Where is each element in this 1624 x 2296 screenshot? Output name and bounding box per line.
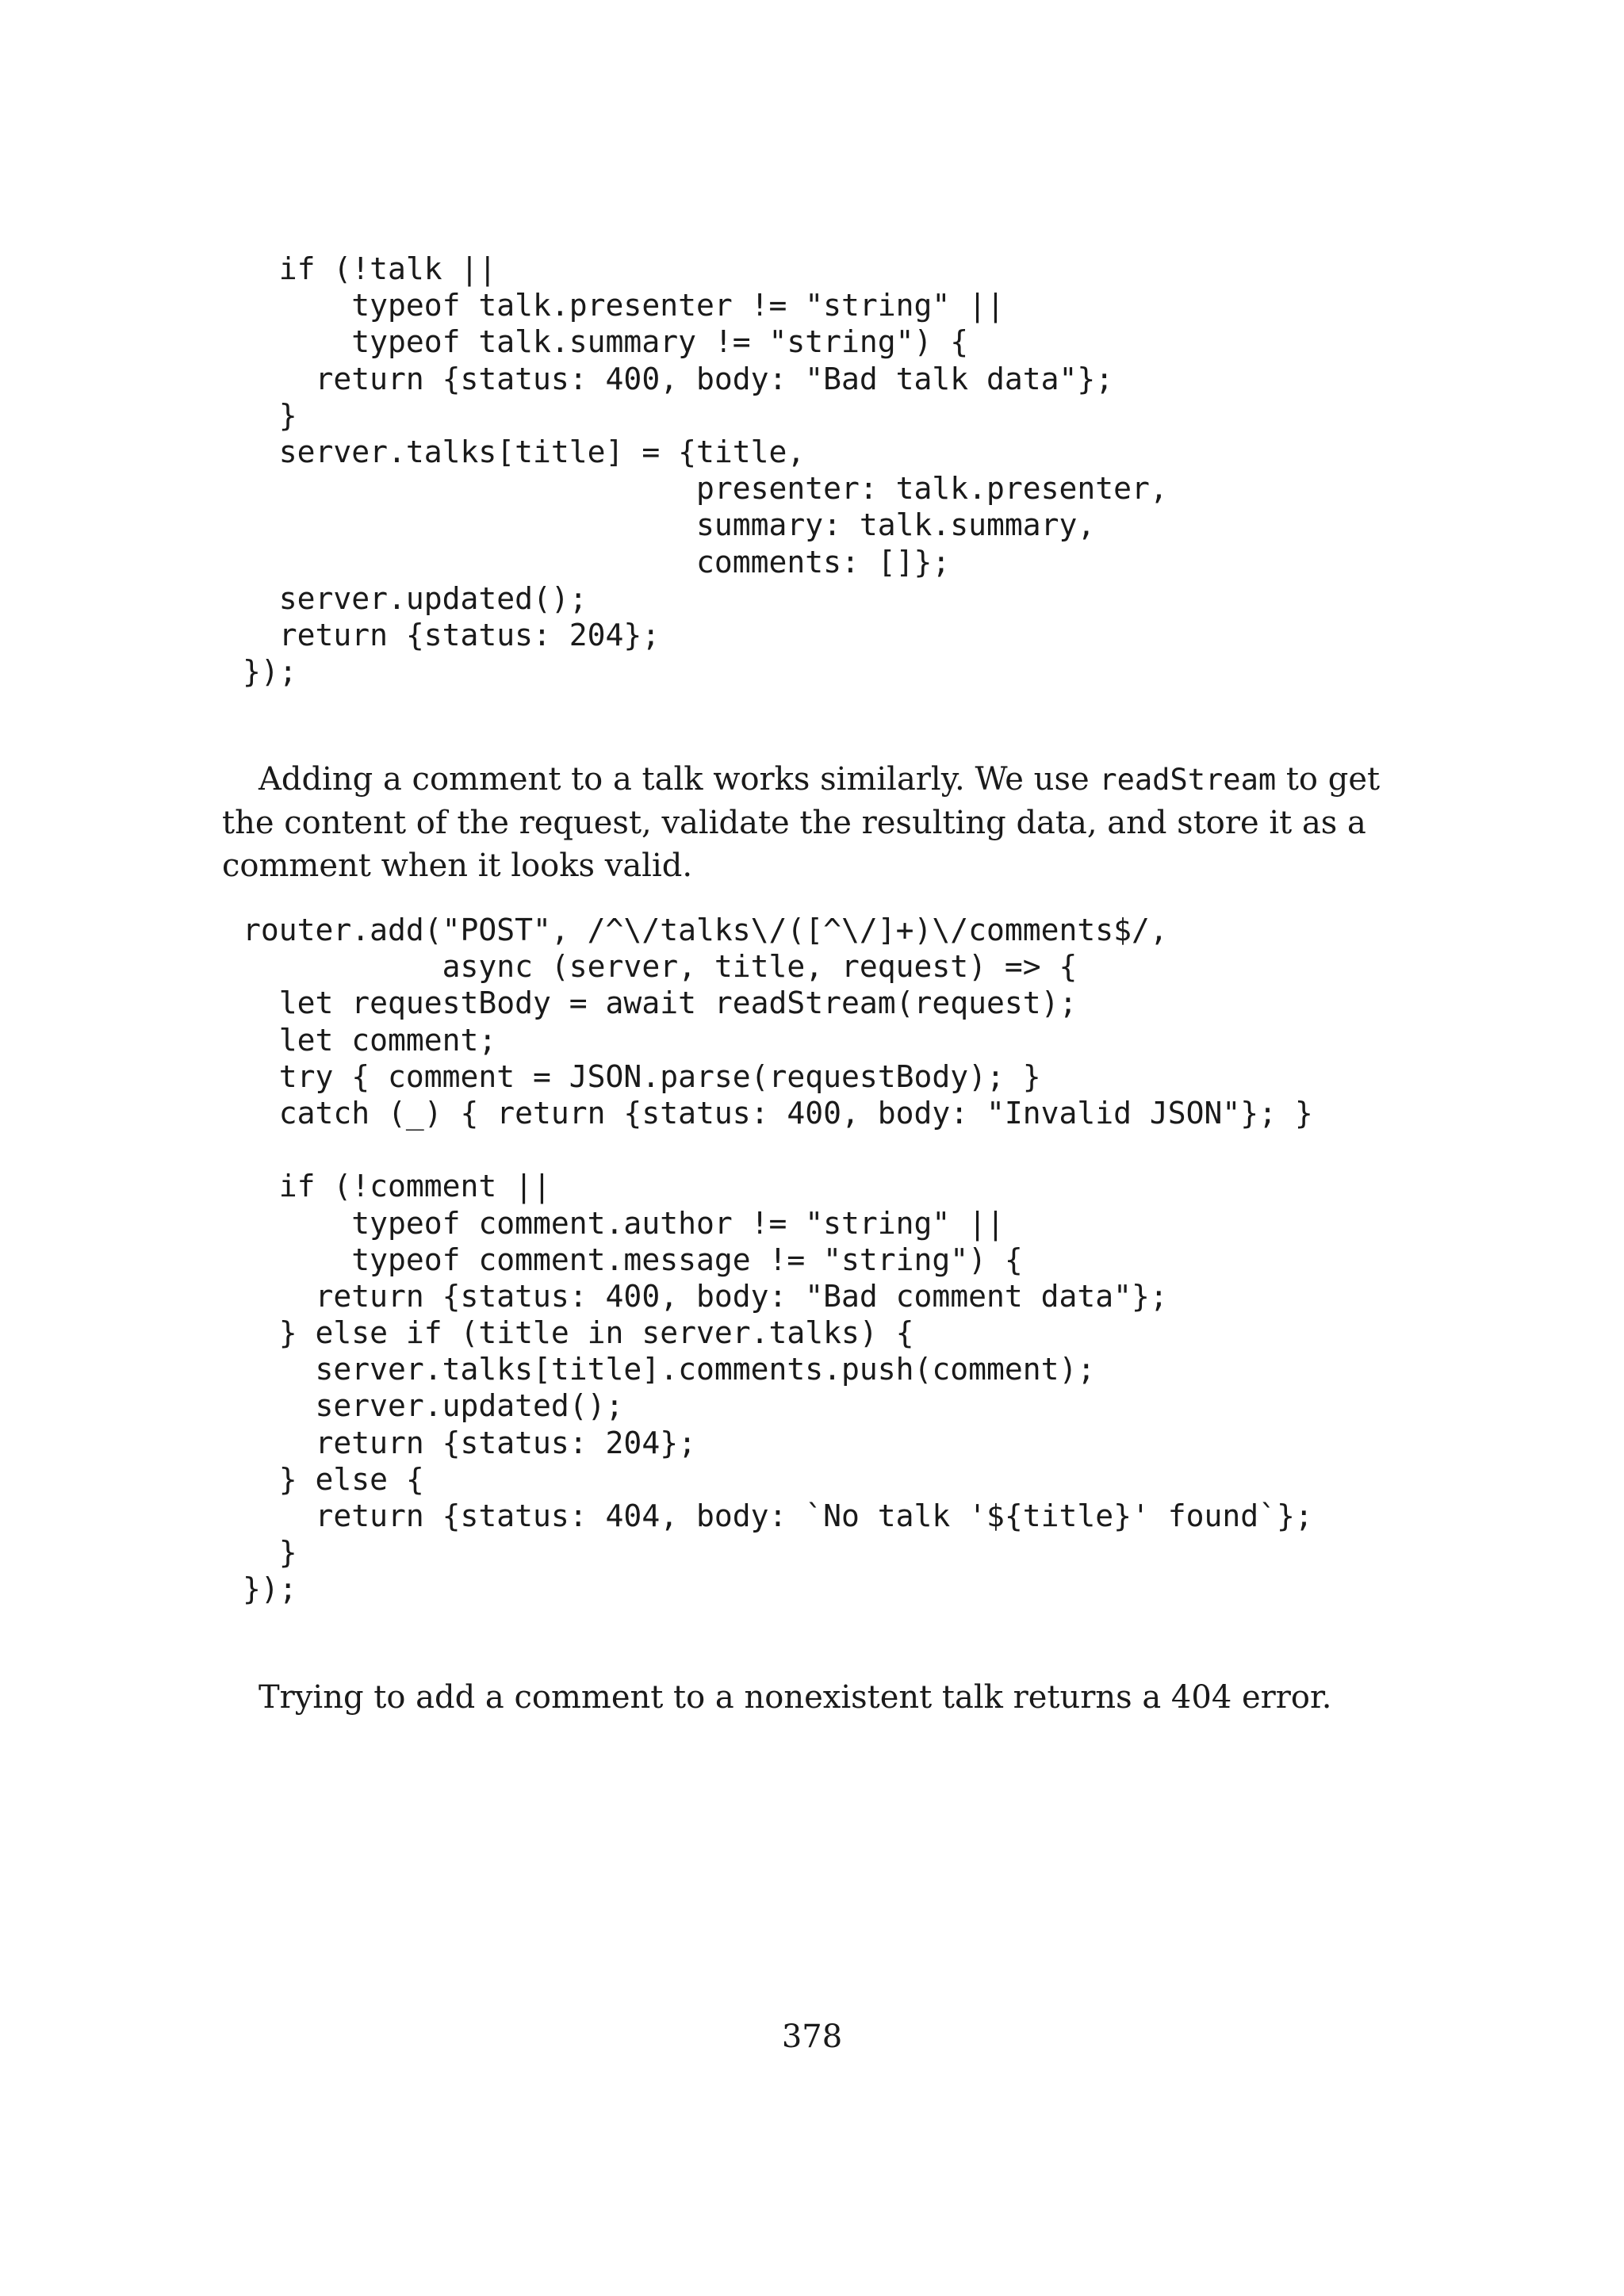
code-line: router.add("POST", /^\/talks\/([^\/]+)\/comments$/, (243, 913, 1168, 947)
code-line: try { comment = JSON.parse(requestBody); } (243, 1058, 1041, 1094)
code-line: typeof comment.author != "string" || (243, 1205, 1005, 1241)
code-line: return {status: 204}; (243, 1425, 696, 1460)
paragraph-text: Adding a comment to a talk works similarly. We use (259, 761, 1100, 798)
code-line: } else { (243, 1461, 424, 1497)
code-line: typeof talk.summary != "string") { (243, 324, 969, 360)
code-line: server.updated(); (243, 1388, 624, 1424)
code-line: catch (_) { return {status: 400, body: "Invalid JSON"}; } (243, 1095, 1313, 1131)
code-line: return {status: 404, body: `No talk '${title}' found`}; (243, 1498, 1313, 1533)
page-number: 378 (781, 2019, 843, 2055)
code-line: server.talks[title].comments.push(comment); (243, 1352, 1096, 1387)
code-line: let comment; (243, 1022, 497, 1058)
paragraph-text: Trying to add a comment to a nonexistent talk returns a 404 error. (259, 1679, 1332, 1716)
code-line: server.updated(); (243, 580, 588, 616)
inline-code-readstream: readStream (1099, 763, 1277, 797)
code-line: typeof talk.presenter != "string" || (243, 288, 1005, 323)
code-line: return {status: 204}; (243, 617, 661, 652)
paragraph-adding-comment (222, 758, 1404, 887)
code-block-talk-validation (243, 251, 1168, 690)
code-line: async (server, title, request) => { (243, 949, 1078, 985)
code-line: }); (243, 1571, 297, 1607)
code-line: }); (243, 654, 297, 690)
code-line: server.talks[title] = {title, (243, 434, 806, 469)
code-line: presenter: talk.presenter, (243, 471, 1168, 507)
paragraph-text: to get the content of the request, validate the resulting data, and store it as a comment when it looks valid. (222, 761, 1381, 884)
code-line: } (243, 397, 297, 433)
code-line: typeof comment.message != "string") { (243, 1242, 1023, 1277)
code-line: comments: []}; (243, 544, 951, 580)
code-line: summary: talk.summary, (243, 507, 1096, 543)
code-line: } (243, 1535, 297, 1571)
code-line: return {status: 400, body: "Bad comment data"}; (243, 1278, 1168, 1314)
code-line: if (!talk || (243, 251, 497, 286)
code-line (243, 1131, 1313, 1168)
code-line: return {status: 400, body: "Bad talk data"}; (243, 361, 1114, 396)
code-line: if (!comment || (243, 1169, 551, 1204)
paragraph-nonexistent-talk (222, 1676, 1404, 1719)
code-line: let requestBody = await readStream(request); (243, 985, 1078, 1021)
code-block-comment-route (243, 912, 1313, 1608)
code-line: } else if (title in server.talks) { (243, 1315, 914, 1351)
